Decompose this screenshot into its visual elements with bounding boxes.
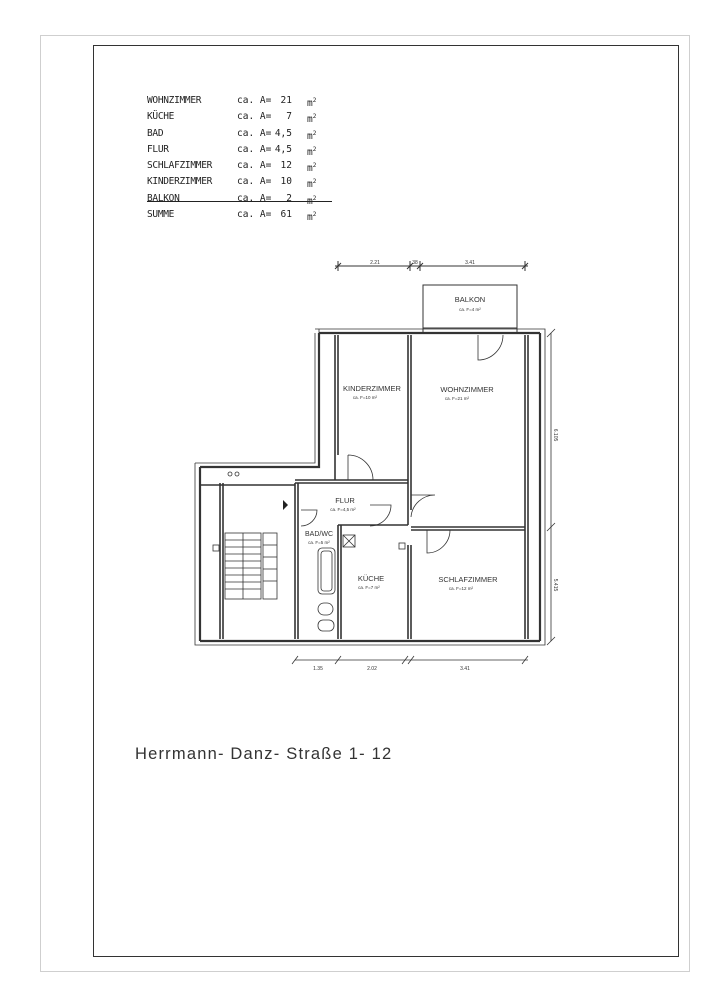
area-unit: $m^2$ bbox=[307, 211, 317, 224]
room-name: KINDERZIMMER bbox=[147, 176, 213, 188]
dimension-bottom bbox=[292, 656, 528, 664]
area-row bbox=[147, 158, 337, 174]
area-prefix: ca. A= bbox=[237, 111, 272, 123]
room-name: BAD bbox=[147, 127, 164, 139]
room-area-schlafzimmer: ca. F=12 m² bbox=[448, 586, 474, 591]
area-unit: $m^2$ bbox=[307, 194, 317, 207]
area-value: 61 bbox=[280, 209, 292, 221]
room-area-kueche: ca. F=7 m² bbox=[358, 585, 380, 590]
room-name: SCHLAFZIMMER bbox=[147, 160, 213, 172]
dim-bottom-mid: 2.02 bbox=[367, 666, 377, 672]
room-label-wohnzimmer: WOHNZIMMER bbox=[440, 385, 494, 394]
area-unit: $m^2$ bbox=[307, 97, 317, 110]
room-name: SUMME bbox=[147, 209, 175, 221]
area-value: 4,5 bbox=[274, 143, 292, 155]
area-prefix: ca. A= bbox=[237, 192, 272, 204]
area-prefix: ca. A= bbox=[237, 176, 272, 188]
floor-plan bbox=[195, 255, 558, 675]
area-row bbox=[147, 142, 337, 158]
bath-fixtures bbox=[318, 535, 355, 631]
sum-rule bbox=[147, 201, 332, 202]
dim-bottom-left: 1.35 bbox=[313, 666, 323, 672]
area-value: 10 bbox=[280, 176, 292, 188]
area-value: 21 bbox=[280, 95, 292, 106]
area-table bbox=[147, 93, 337, 223]
area-unit: $m^2$ bbox=[307, 178, 317, 191]
room-area-kinderzimmer: ca. F=10 m² bbox=[352, 395, 378, 400]
room-name: KÜCHE bbox=[147, 111, 175, 123]
dim-top-mid: 38 bbox=[412, 260, 418, 266]
exterior-walls bbox=[200, 333, 540, 641]
stairwell bbox=[225, 533, 277, 599]
area-unit: $m^2$ bbox=[307, 129, 317, 142]
dim-bottom-right: 3.41 bbox=[460, 666, 470, 672]
room-label-kueche: KÜCHE bbox=[357, 574, 385, 583]
area-value: 2 bbox=[286, 192, 292, 204]
room-label-balkon: BALKON bbox=[454, 295, 486, 304]
area-row bbox=[147, 191, 337, 207]
room-name: BALKON bbox=[147, 192, 180, 204]
entry-arrow-icon bbox=[283, 500, 288, 510]
room-label-bad: BAD/WC bbox=[305, 531, 333, 538]
area-prefix: ca. A= bbox=[237, 95, 272, 106]
room-area-balkon: ca. F=4 m² bbox=[459, 307, 481, 312]
dim-top-left: 2.21 bbox=[370, 260, 380, 266]
room-area-wohnzimmer: ca. F=21 m² bbox=[444, 396, 470, 401]
area-unit: $m^2$ bbox=[307, 145, 317, 159]
dim-top-right: 3.41 bbox=[465, 260, 475, 266]
area-row bbox=[147, 126, 337, 142]
dim-right-lower: 5.415 bbox=[552, 578, 558, 592]
room-area-bad: ca. F=5 m² bbox=[308, 540, 330, 545]
area-unit: $m^2$ bbox=[307, 113, 317, 126]
door-swings bbox=[301, 335, 503, 553]
area-prefix: ca. A= bbox=[237, 209, 272, 221]
area-prefix: ca. A= bbox=[237, 143, 272, 155]
area-value: 7 bbox=[286, 111, 292, 123]
area-prefix: ca. A= bbox=[237, 160, 272, 172]
area-row bbox=[147, 109, 337, 125]
room-name: WOHNZIMMER bbox=[147, 95, 202, 106]
area-unit: $m^2$ bbox=[307, 162, 317, 175]
area-row-total bbox=[147, 207, 337, 223]
address-caption: Herrmann- Danz- Straße 1- 12 bbox=[135, 745, 393, 763]
room-label-schlafzimmer: SCHLAFZIMMER bbox=[438, 575, 498, 584]
area-value: 12 bbox=[280, 160, 292, 172]
area-row bbox=[147, 174, 337, 190]
area-value: 4,5 bbox=[274, 127, 292, 139]
room-label-flur: FLUR bbox=[335, 496, 355, 505]
room-area-flur: ca. F=4,5 m² bbox=[330, 507, 356, 512]
dimension-right bbox=[547, 329, 555, 645]
room-label-kinderzimmer: KINDERZIMMER bbox=[343, 384, 401, 393]
dim-right-upper: 6.105 bbox=[552, 428, 558, 442]
room-name: FLUR bbox=[147, 143, 169, 155]
interior-walls bbox=[200, 335, 528, 639]
dimension-top bbox=[335, 261, 528, 271]
area-row bbox=[147, 93, 337, 109]
area-prefix: ca. A= bbox=[237, 127, 272, 139]
